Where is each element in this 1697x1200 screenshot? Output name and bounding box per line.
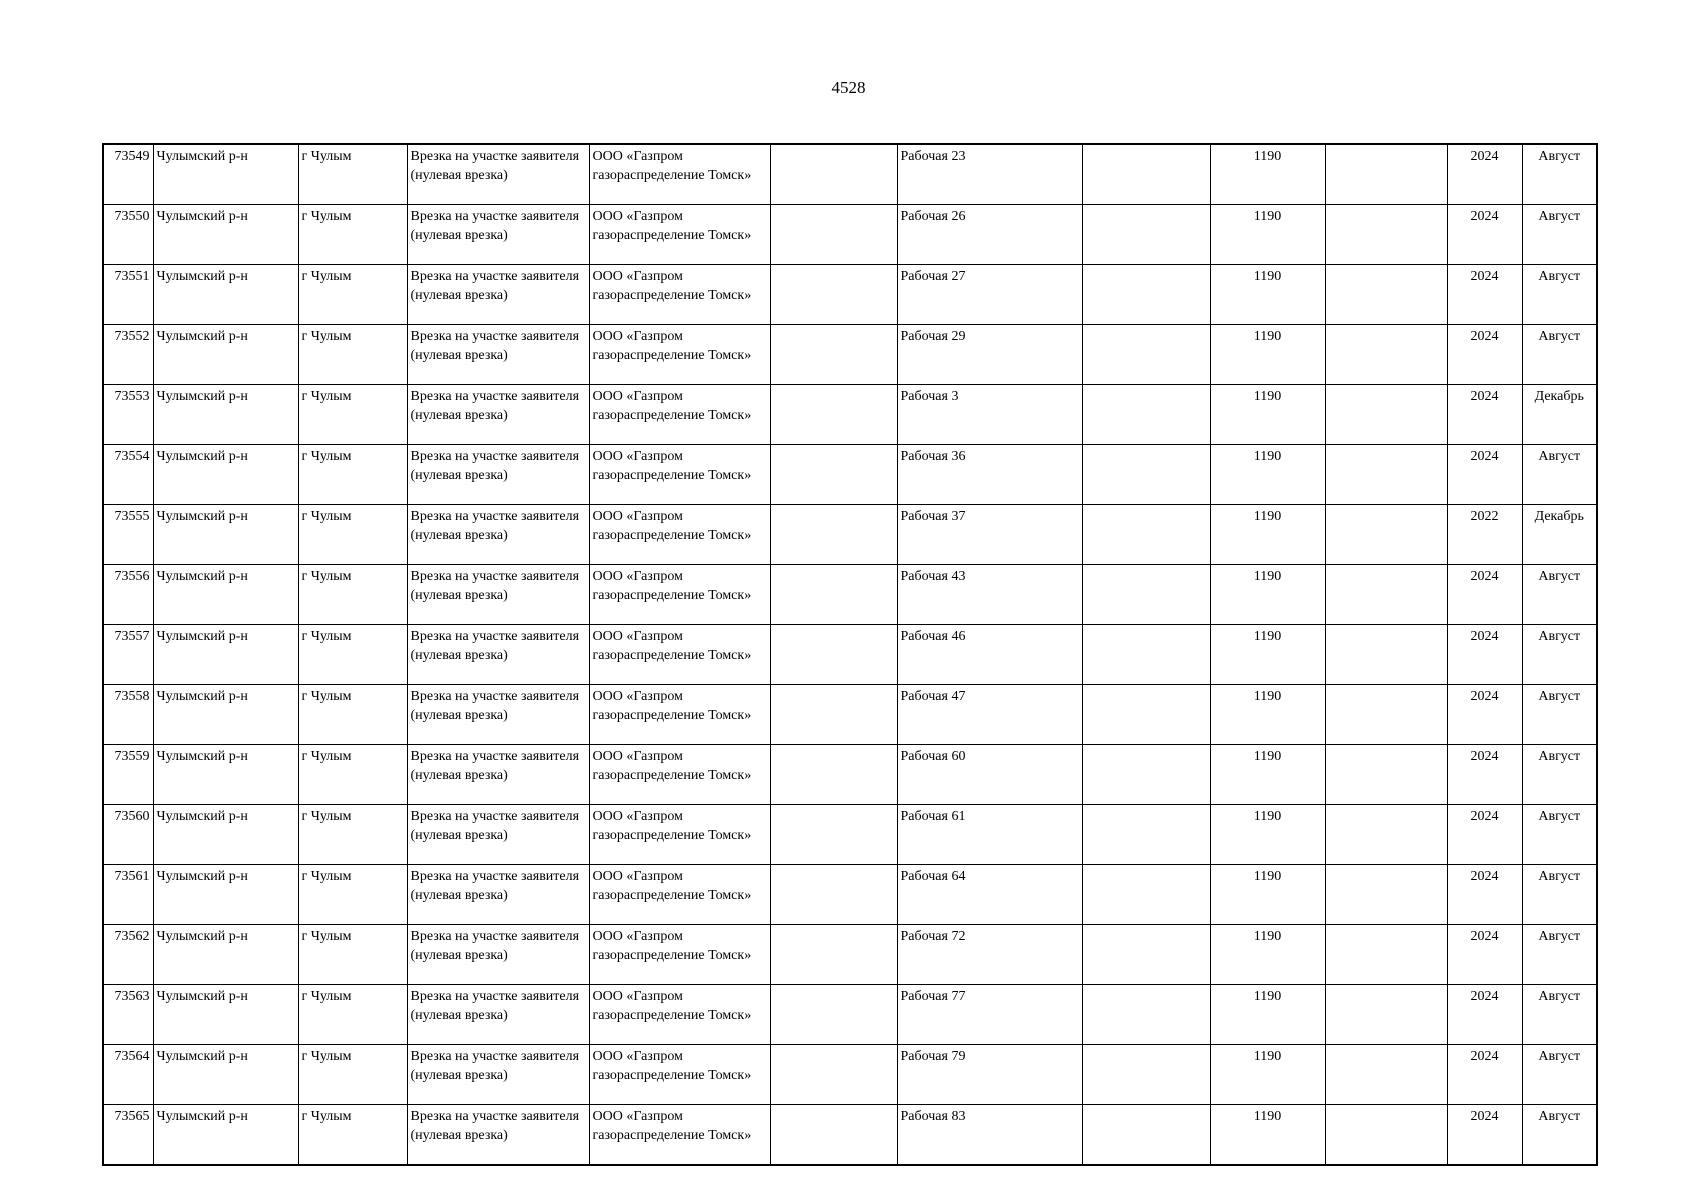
cell-work-type: Врезка на участке заявителя (нулевая врезка) xyxy=(407,205,589,265)
cell-locality: г Чулым xyxy=(298,685,407,745)
cell-month: Август xyxy=(1522,565,1597,625)
cell-organization: ООО «Газпром газораспределение Томск» xyxy=(589,565,770,625)
cell-organization: ООО «Газпром газораспределение Томск» xyxy=(589,805,770,865)
table-row xyxy=(103,205,1597,265)
page-number: 4528 xyxy=(831,78,866,97)
cell-year: 2024 xyxy=(1447,445,1522,505)
cell-empty xyxy=(1082,685,1210,745)
cell-month: Август xyxy=(1522,1105,1597,1166)
table-row xyxy=(103,685,1597,745)
cell-empty xyxy=(1325,745,1447,805)
cell-amount: 1190 xyxy=(1210,625,1325,685)
cell-district: Чулымский р-н xyxy=(153,685,298,745)
cell-locality: г Чулым xyxy=(298,265,407,325)
cell-work-type: Врезка на участке заявителя (нулевая врезка) xyxy=(407,144,589,205)
table-row xyxy=(103,144,1597,205)
cell-organization: ООО «Газпром газораспределение Томск» xyxy=(589,205,770,265)
cell-street: Рабочая 29 xyxy=(897,325,1082,385)
cell-work-type: Врезка на участке заявителя (нулевая врезка) xyxy=(407,1105,589,1166)
cell-organization: ООО «Газпром газораспределение Томск» xyxy=(589,745,770,805)
cell-work-type: Врезка на участке заявителя (нулевая врезка) xyxy=(407,745,589,805)
cell-amount: 1190 xyxy=(1210,1105,1325,1166)
cell-amount: 1190 xyxy=(1210,205,1325,265)
cell-empty xyxy=(770,325,897,385)
cell-month: Август xyxy=(1522,985,1597,1045)
cell-work-type: Врезка на участке заявителя (нулевая врезка) xyxy=(407,985,589,1045)
cell-empty xyxy=(1082,745,1210,805)
cell-empty xyxy=(770,1105,897,1166)
cell-street: Рабочая 60 xyxy=(897,745,1082,805)
cell-month: Август xyxy=(1522,805,1597,865)
cell-locality: г Чулым xyxy=(298,745,407,805)
cell-empty xyxy=(770,1045,897,1105)
cell-month: Август xyxy=(1522,925,1597,985)
cell-year: 2024 xyxy=(1447,565,1522,625)
cell-empty xyxy=(1082,505,1210,565)
cell-year: 2024 xyxy=(1447,985,1522,1045)
cell-district: Чулымский р-н xyxy=(153,265,298,325)
cell-organization: ООО «Газпром газораспределение Томск» xyxy=(589,385,770,445)
cell-amount: 1190 xyxy=(1210,1045,1325,1105)
cell-empty xyxy=(1082,144,1210,205)
cell-id: 73553 xyxy=(103,385,153,445)
cell-amount: 1190 xyxy=(1210,265,1325,325)
cell-month: Август xyxy=(1522,205,1597,265)
cell-street: Рабочая 77 xyxy=(897,985,1082,1045)
cell-year: 2024 xyxy=(1447,265,1522,325)
cell-amount: 1190 xyxy=(1210,685,1325,745)
cell-work-type: Врезка на участке заявителя (нулевая врезка) xyxy=(407,385,589,445)
cell-district: Чулымский р-н xyxy=(153,144,298,205)
cell-empty xyxy=(1325,565,1447,625)
table-row xyxy=(103,985,1597,1045)
cell-district: Чулымский р-н xyxy=(153,865,298,925)
cell-empty xyxy=(1082,925,1210,985)
cell-year: 2024 xyxy=(1447,385,1522,445)
cell-work-type: Врезка на участке заявителя (нулевая врезка) xyxy=(407,505,589,565)
cell-year: 2024 xyxy=(1447,144,1522,205)
cell-street: Рабочая 83 xyxy=(897,1105,1082,1166)
cell-locality: г Чулым xyxy=(298,805,407,865)
cell-month: Август xyxy=(1522,265,1597,325)
cell-work-type: Врезка на участке заявителя (нулевая врезка) xyxy=(407,925,589,985)
cell-locality: г Чулым xyxy=(298,505,407,565)
cell-street: Рабочая 43 xyxy=(897,565,1082,625)
cell-year: 2022 xyxy=(1447,505,1522,565)
cell-empty xyxy=(1325,1105,1447,1166)
cell-empty xyxy=(1082,265,1210,325)
cell-id: 73554 xyxy=(103,445,153,505)
cell-empty xyxy=(770,865,897,925)
cell-organization: ООО «Газпром газораспределение Томск» xyxy=(589,265,770,325)
cell-amount: 1190 xyxy=(1210,865,1325,925)
table-row xyxy=(103,625,1597,685)
cell-district: Чулымский р-н xyxy=(153,925,298,985)
cell-empty xyxy=(1082,1045,1210,1105)
cell-locality: г Чулым xyxy=(298,325,407,385)
cell-year: 2024 xyxy=(1447,805,1522,865)
cell-empty xyxy=(1325,205,1447,265)
cell-empty xyxy=(770,925,897,985)
cell-district: Чулымский р-н xyxy=(153,1045,298,1105)
cell-district: Чулымский р-н xyxy=(153,745,298,805)
cell-empty xyxy=(1325,144,1447,205)
cell-organization: ООО «Газпром газораспределение Томск» xyxy=(589,325,770,385)
cell-month: Декабрь xyxy=(1522,385,1597,445)
cell-year: 2024 xyxy=(1447,685,1522,745)
cell-year: 2024 xyxy=(1447,925,1522,985)
cell-organization: ООО «Газпром газораспределение Томск» xyxy=(589,144,770,205)
cell-empty xyxy=(1325,265,1447,325)
cell-empty xyxy=(770,205,897,265)
cell-street: Рабочая 47 xyxy=(897,685,1082,745)
cell-organization: ООО «Газпром газораспределение Томск» xyxy=(589,1045,770,1105)
cell-empty xyxy=(1082,565,1210,625)
cell-street: Рабочая 23 xyxy=(897,144,1082,205)
cell-street: Рабочая 26 xyxy=(897,205,1082,265)
cell-year: 2024 xyxy=(1447,205,1522,265)
cell-empty xyxy=(1325,805,1447,865)
cell-locality: г Чулым xyxy=(298,385,407,445)
cell-locality: г Чулым xyxy=(298,144,407,205)
cell-empty xyxy=(770,445,897,505)
cell-district: Чулымский р-н xyxy=(153,1105,298,1166)
cell-locality: г Чулым xyxy=(298,205,407,265)
cell-empty xyxy=(1325,1045,1447,1105)
cell-empty xyxy=(770,505,897,565)
cell-district: Чулымский р-н xyxy=(153,505,298,565)
cell-district: Чулымский р-н xyxy=(153,805,298,865)
cell-month: Август xyxy=(1522,865,1597,925)
cell-empty xyxy=(1082,1105,1210,1166)
table-row xyxy=(103,505,1597,565)
cell-id: 73564 xyxy=(103,1045,153,1105)
cell-locality: г Чулым xyxy=(298,865,407,925)
cell-locality: г Чулым xyxy=(298,565,407,625)
cell-district: Чулымский р-н xyxy=(153,205,298,265)
cell-amount: 1190 xyxy=(1210,385,1325,445)
cell-organization: ООО «Газпром газораспределение Томск» xyxy=(589,985,770,1045)
cell-work-type: Врезка на участке заявителя (нулевая врезка) xyxy=(407,805,589,865)
register-table xyxy=(102,143,1598,1166)
table-row xyxy=(103,925,1597,985)
cell-locality: г Чулым xyxy=(298,1045,407,1105)
cell-organization: ООО «Газпром газораспределение Томск» xyxy=(589,925,770,985)
cell-organization: ООО «Газпром газораспределение Томск» xyxy=(589,865,770,925)
cell-street: Рабочая 37 xyxy=(897,505,1082,565)
cell-empty xyxy=(1082,625,1210,685)
cell-year: 2024 xyxy=(1447,865,1522,925)
cell-month: Август xyxy=(1522,445,1597,505)
cell-amount: 1190 xyxy=(1210,565,1325,625)
cell-month: Август xyxy=(1522,144,1597,205)
cell-id: 73560 xyxy=(103,805,153,865)
table-row xyxy=(103,565,1597,625)
cell-empty xyxy=(1325,685,1447,745)
cell-id: 73549 xyxy=(103,144,153,205)
cell-id: 73563 xyxy=(103,985,153,1045)
cell-work-type: Врезка на участке заявителя (нулевая врезка) xyxy=(407,565,589,625)
cell-empty xyxy=(1325,625,1447,685)
cell-empty xyxy=(1325,445,1447,505)
cell-year: 2024 xyxy=(1447,1045,1522,1105)
cell-id: 73565 xyxy=(103,1105,153,1166)
cell-year: 2024 xyxy=(1447,325,1522,385)
cell-id: 73550 xyxy=(103,205,153,265)
cell-work-type: Врезка на участке заявителя (нулевая врезка) xyxy=(407,865,589,925)
cell-locality: г Чулым xyxy=(298,625,407,685)
cell-empty xyxy=(770,385,897,445)
cell-organization: ООО «Газпром газораспределение Томск» xyxy=(589,1105,770,1166)
cell-empty xyxy=(1082,865,1210,925)
cell-street: Рабочая 72 xyxy=(897,925,1082,985)
cell-month: Август xyxy=(1522,685,1597,745)
table-row xyxy=(103,805,1597,865)
cell-empty xyxy=(1082,385,1210,445)
cell-empty xyxy=(1325,505,1447,565)
cell-empty xyxy=(1325,985,1447,1045)
cell-empty xyxy=(1082,985,1210,1045)
cell-id: 73556 xyxy=(103,565,153,625)
cell-id: 73558 xyxy=(103,685,153,745)
table-row xyxy=(103,1105,1597,1166)
cell-empty xyxy=(770,685,897,745)
cell-organization: ООО «Газпром газораспределение Томск» xyxy=(589,685,770,745)
cell-empty xyxy=(770,144,897,205)
cell-empty xyxy=(770,805,897,865)
cell-street: Рабочая 61 xyxy=(897,805,1082,865)
cell-amount: 1190 xyxy=(1210,505,1325,565)
cell-street: Рабочая 79 xyxy=(897,1045,1082,1105)
cell-empty xyxy=(1325,925,1447,985)
cell-empty xyxy=(770,265,897,325)
cell-id: 73551 xyxy=(103,265,153,325)
cell-id: 73552 xyxy=(103,325,153,385)
cell-month: Август xyxy=(1522,625,1597,685)
cell-amount: 1190 xyxy=(1210,745,1325,805)
cell-month: Декабрь xyxy=(1522,505,1597,565)
cell-month: Август xyxy=(1522,745,1597,805)
cell-empty xyxy=(1325,865,1447,925)
cell-amount: 1190 xyxy=(1210,985,1325,1045)
table-row xyxy=(103,745,1597,805)
cell-locality: г Чулым xyxy=(298,985,407,1045)
cell-empty xyxy=(770,565,897,625)
cell-id: 73559 xyxy=(103,745,153,805)
cell-locality: г Чулым xyxy=(298,445,407,505)
cell-empty xyxy=(1082,805,1210,865)
cell-work-type: Врезка на участке заявителя (нулевая врезка) xyxy=(407,325,589,385)
cell-empty xyxy=(1082,325,1210,385)
cell-empty xyxy=(1325,385,1447,445)
cell-street: Рабочая 27 xyxy=(897,265,1082,325)
cell-id: 73557 xyxy=(103,625,153,685)
cell-district: Чулымский р-н xyxy=(153,445,298,505)
cell-empty xyxy=(770,745,897,805)
table-row xyxy=(103,265,1597,325)
table-row xyxy=(103,325,1597,385)
cell-organization: ООО «Газпром газораспределение Томск» xyxy=(589,625,770,685)
cell-district: Чулымский р-н xyxy=(153,385,298,445)
cell-id: 73561 xyxy=(103,865,153,925)
table-row xyxy=(103,865,1597,925)
cell-work-type: Врезка на участке заявителя (нулевая врезка) xyxy=(407,1045,589,1105)
register-body xyxy=(103,144,1597,1165)
cell-organization: ООО «Газпром газораспределение Томск» xyxy=(589,505,770,565)
cell-work-type: Врезка на участке заявителя (нулевая врезка) xyxy=(407,685,589,745)
cell-empty xyxy=(770,625,897,685)
table-row xyxy=(103,1045,1597,1105)
table-row xyxy=(103,385,1597,445)
cell-month: Август xyxy=(1522,325,1597,385)
cell-locality: г Чулым xyxy=(298,925,407,985)
cell-work-type: Врезка на участке заявителя (нулевая врезка) xyxy=(407,625,589,685)
table-row xyxy=(103,445,1597,505)
cell-amount: 1190 xyxy=(1210,805,1325,865)
cell-organization: ООО «Газпром газораспределение Томск» xyxy=(589,445,770,505)
cell-year: 2024 xyxy=(1447,745,1522,805)
cell-work-type: Врезка на участке заявителя (нулевая врезка) xyxy=(407,265,589,325)
cell-amount: 1190 xyxy=(1210,144,1325,205)
cell-amount: 1190 xyxy=(1210,445,1325,505)
cell-street: Рабочая 64 xyxy=(897,865,1082,925)
cell-id: 73555 xyxy=(103,505,153,565)
cell-district: Чулымский р-н xyxy=(153,325,298,385)
cell-empty xyxy=(770,985,897,1045)
cell-district: Чулымский р-н xyxy=(153,625,298,685)
cell-street: Рабочая 3 xyxy=(897,385,1082,445)
cell-empty xyxy=(1325,325,1447,385)
cell-street: Рабочая 46 xyxy=(897,625,1082,685)
cell-district: Чулымский р-н xyxy=(153,985,298,1045)
cell-work-type: Врезка на участке заявителя (нулевая врезка) xyxy=(407,445,589,505)
cell-locality: г Чулым xyxy=(298,1105,407,1166)
cell-amount: 1190 xyxy=(1210,325,1325,385)
cell-year: 2024 xyxy=(1447,625,1522,685)
cell-month: Август xyxy=(1522,1045,1597,1105)
cell-id: 73562 xyxy=(103,925,153,985)
cell-amount: 1190 xyxy=(1210,925,1325,985)
cell-district: Чулымский р-н xyxy=(153,565,298,625)
cell-year: 2024 xyxy=(1447,1105,1522,1166)
cell-empty xyxy=(1082,445,1210,505)
cell-street: Рабочая 36 xyxy=(897,445,1082,505)
cell-empty xyxy=(1082,205,1210,265)
